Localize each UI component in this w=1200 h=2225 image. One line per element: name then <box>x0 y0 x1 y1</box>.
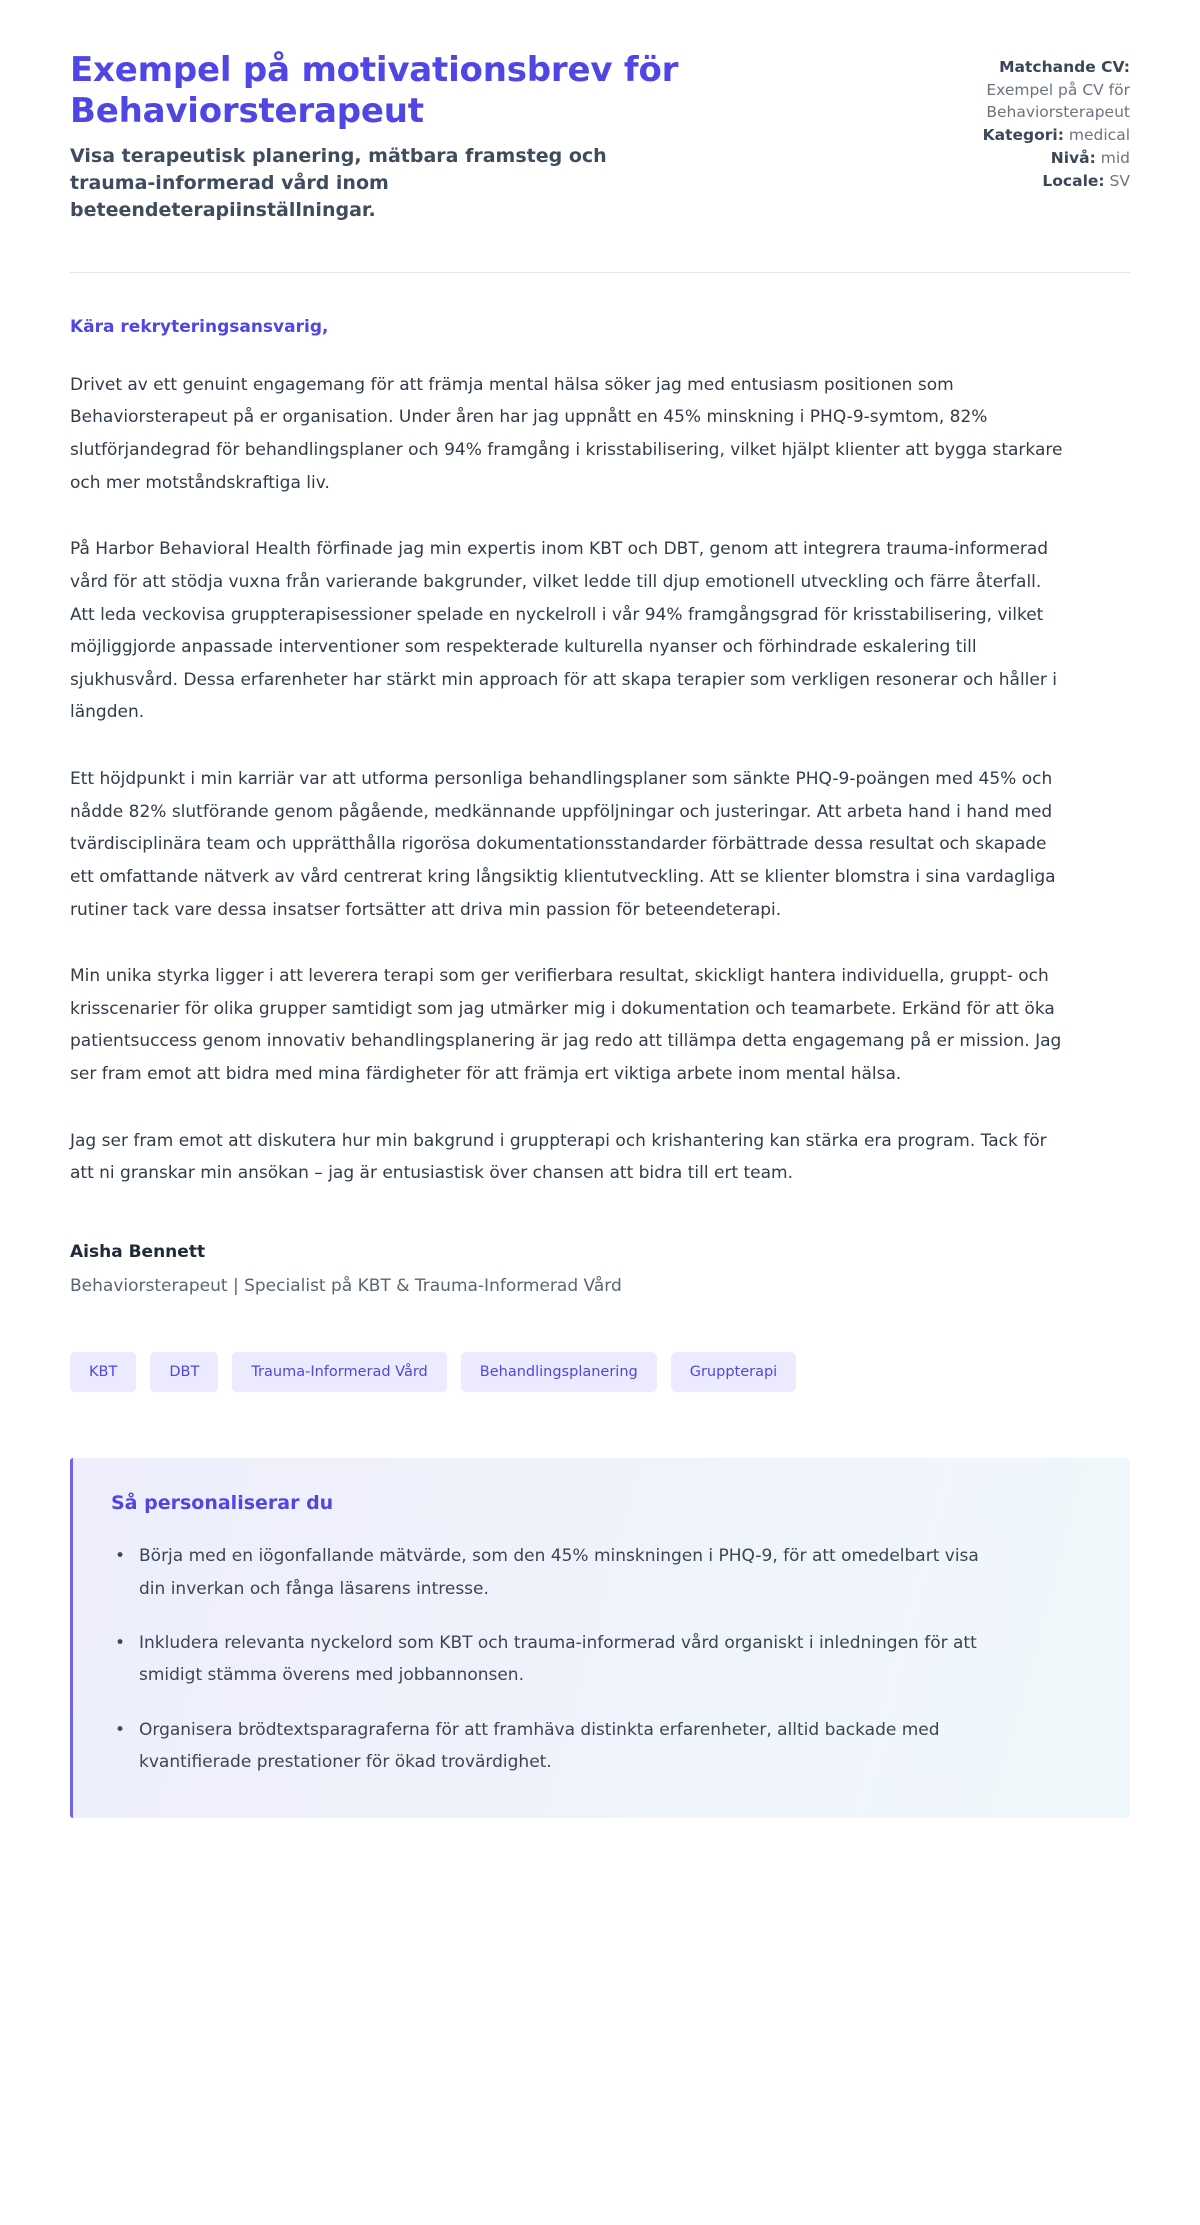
letter-paragraph: På Harbor Behavioral Health förfinade jag min expertis inom KBT och DBT, genom att integrera trauma-informerad vård för att stödja vuxna från varierande bakgrunder, vilket ledde till djup emotionell utveckling och färre återfall. Att leda veckovisa gruppterapisessioner spelade en nyckelroll i vår 94% framgångsgrad för krisstabilisering, vilket möjliggjorde anpassade interventioner som respekterade kulturella nyanser och förhindrade eskalering till sjukhusvård. Dessa erfarenheter har stärkt min approach för att skapa terapier som verkligen resonerar och håller i längden. <box>70 539 1057 723</box>
tips-list <box>111 1540 1090 1778</box>
letter-paragraph: Drivet av ett genuint engagemang för att främja mental hälsa söker jag med entusiasm positionen som Behaviorsterapeut på er organisation. Under åren har jag uppnått en 45% minskning i PHQ-9-symtom, 82% slutförjandegrad för behandlingsplaner och 94% framgång i krisstabilisering, vilket hjälpt klienter att bygga starkare och mer motståndskraftiga liv. <box>70 374 1063 493</box>
tag-chip[interactable]: Behandlingsplanering <box>461 1352 657 1393</box>
tips-list-item <box>111 1714 991 1779</box>
signature-role: Behaviorsterapeut | Specialist på KBT & Trauma-Informerad Vård <box>70 1275 622 1296</box>
meta-category-label: Kategori: <box>982 126 1064 144</box>
bullet-icon: • <box>115 1719 126 1740</box>
page-subtitle: Visa terapeutisk planering, mätbara framsteg och trauma-informerad vård inom beteendeterapiinställningar. <box>70 144 607 221</box>
tag-chip[interactable]: Gruppterapi <box>671 1352 796 1393</box>
tag-list <box>70 1352 1130 1393</box>
meta-level-value: mid <box>1100 149 1130 167</box>
letter-salutation: Kära rekryteringsansvarig, <box>70 316 329 337</box>
tips-list-item <box>111 1627 991 1692</box>
meta-category <box>910 124 1130 146</box>
tips-list-item-text: Inkludera relevanta nyckelord som KBT och trauma-informerad vård organiskt i inledningen för att smidigt stämma överens med jobbannonsen. <box>139 1633 977 1686</box>
signature-name: Aisha Bennett <box>70 1241 206 1262</box>
meta-matching-cv-value-row <box>910 79 1130 123</box>
letter-paragraph: Ett höjdpunkt i min karriär var att utforma personliga behandlingsplaner som sänkte PHQ-9-poängen med 45% och nådde 82% slutförande genom pågående, medkännande uppföljningar och justeringar. Att arbeta hand i hand med tvärdisciplinära team och upprätthålla rigorösa dokumentationsstandarder förbättrade dessa resultat och skapade ett omfattande nätverk av vård centrerat kring långsiktig klientutveckling. Att se klienter blomstra i sina vardagliga rutiner tack vare dessa insatser fortsätter att driva min passion för beteendeterapi. <box>70 769 1056 920</box>
bullet-icon: • <box>115 1633 126 1654</box>
tips-title: Så personaliserar du <box>111 1492 334 1515</box>
tag-chip[interactable]: Trauma-Informerad Vård <box>232 1352 446 1393</box>
meta-matching-cv-label: Matchande CV: <box>999 58 1130 76</box>
tips-list-item <box>111 1540 991 1605</box>
meta-locale-label: Locale: <box>1042 172 1105 190</box>
letter-body <box>70 273 1130 1190</box>
signature-block <box>70 1242 1130 1296</box>
tag-chip[interactable]: DBT <box>150 1352 218 1393</box>
tips-list-item-text: Organisera brödtextsparagraferna för att framhäva distinkta erfarenheter, alltid backade med kvantifierade prestationer för ökad trovärdighet. <box>139 1719 940 1772</box>
letter-paragraph: Jag ser fram emot att diskutera hur min bakgrund i gruppterapi och krishantering kan stärka era program. Tack för att ni granskar min ansökan – jag är entusiastisk över chansen att bidra till ert team. <box>70 1130 1047 1184</box>
bullet-icon: • <box>115 1546 126 1567</box>
tag-chip[interactable]: KBT <box>70 1352 136 1393</box>
letter-paragraph: Min unika styrka ligger i att leverera terapi som ger verifierbara resultat, skickligt hantera individuella, gruppt- och krisscenarier för olika grupper samtidigt som jag utmärker mig i dokumentation och teamarbete. Erkänd för att öka patientsuccess genom innovativ behandlingsplanering är jag redo att tillämpa detta engagemang på er mission. Jag ser fram emot att bidra med mina färdigheter för att främja ert viktiga arbete inom mental hälsa. <box>70 966 1062 1085</box>
meta-category-value: medical <box>1068 126 1130 144</box>
meta-level-label: Nivå: <box>1050 149 1096 167</box>
personalization-tips-panel <box>70 1458 1130 1818</box>
tips-list-item-text: Börja med en iögonfallande mätvärde, som den 45% minskningen i PHQ-9, för att omedelbart visa din inverkan och fånga läsarens intresse. <box>139 1546 979 1599</box>
header-title-block <box>70 50 790 224</box>
meta-level <box>910 147 1130 169</box>
document-metadata <box>910 50 1130 193</box>
meta-locale-value: SV <box>1109 172 1130 190</box>
page-title: Exempel på motivationsbrev för Behaviorsterapeut <box>70 50 679 132</box>
page-header <box>70 36 1130 224</box>
meta-matching-cv-value: Exempel på CV för Behaviorsterapeut <box>986 81 1130 121</box>
meta-locale <box>910 170 1130 192</box>
meta-matching-cv <box>910 56 1130 78</box>
